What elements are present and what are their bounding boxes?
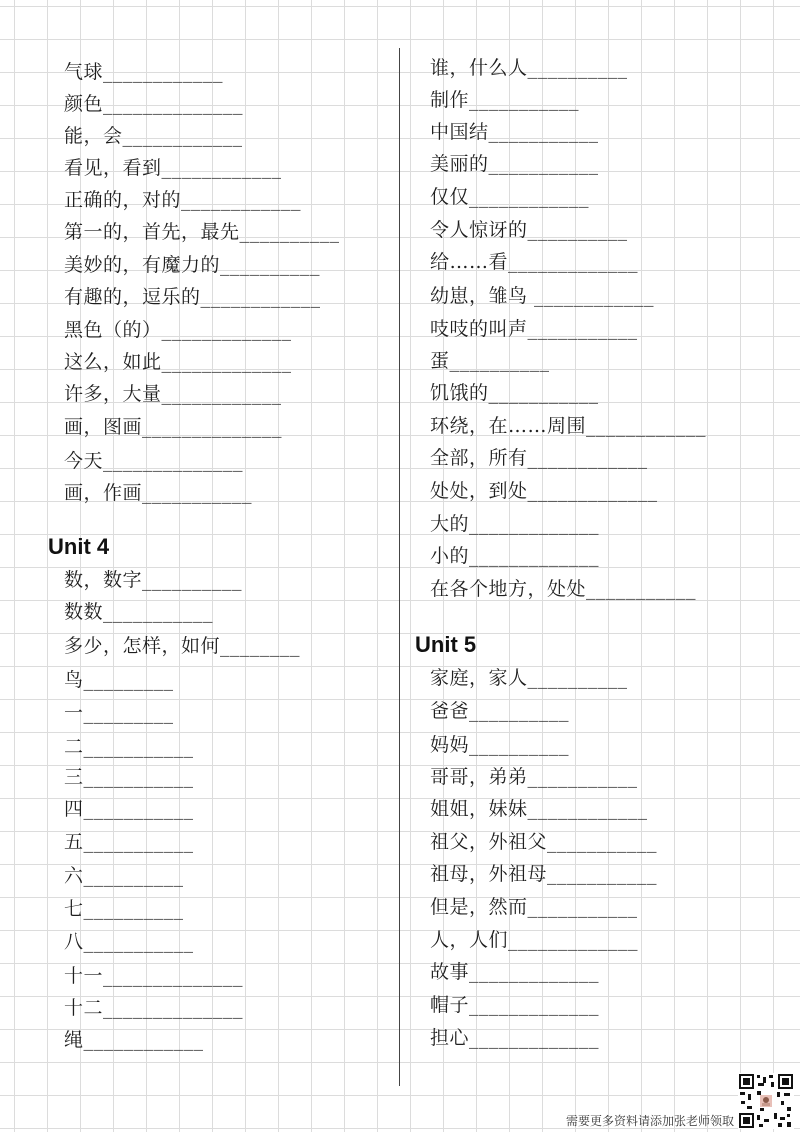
vocab-item: 许多，大量____________ xyxy=(64,383,282,405)
vocab-item: 哥哥，弟弟___________ xyxy=(430,766,638,788)
vocab-item: 六__________ xyxy=(64,865,184,887)
vocab-item: 姐姐，妹妹____________ xyxy=(430,798,648,820)
vocab-item: 七__________ xyxy=(64,898,184,920)
vocab-item: 鸟_________ xyxy=(64,669,174,691)
vocab-item: 十二______________ xyxy=(64,997,244,1019)
vocab-item: 三___________ xyxy=(64,766,194,788)
vocab-item: 祖父，外祖父___________ xyxy=(430,831,658,853)
vocab-item: 看见，看到____________ xyxy=(64,157,282,179)
vocab-item: 八___________ xyxy=(64,931,194,953)
vocab-item: 全部，所有____________ xyxy=(430,447,648,469)
vocab-item: 这么，如此_____________ xyxy=(64,351,292,373)
vocab-item: 人，人们_____________ xyxy=(430,929,639,951)
vocab-item: 祖母，外祖母___________ xyxy=(430,863,658,885)
vocab-item: 能，会____________ xyxy=(64,125,243,147)
vocab-item: 画，图画______________ xyxy=(64,416,283,438)
vocab-item: 吱吱的叫声___________ xyxy=(430,318,638,340)
vocab-item: 担心_____________ xyxy=(430,1027,600,1049)
vocab-item: 给……看_____________ xyxy=(430,251,639,273)
vocab-item: 谁，什么人__________ xyxy=(430,57,628,79)
vocab-item: 幼崽，雏鸟 ____________ xyxy=(430,285,655,307)
vocab-item: 今天______________ xyxy=(64,450,244,472)
vocab-item: 美丽的___________ xyxy=(430,153,599,175)
footer-note: 需要更多资料请添加张老师领取 xyxy=(566,1114,735,1128)
vocab-item: 妈妈__________ xyxy=(430,734,570,756)
vocab-item: 画，作画___________ xyxy=(64,482,253,504)
vocab-item: 处处，到处_____________ xyxy=(430,480,658,502)
vocab-item: 美妙的，有魔力的__________ xyxy=(64,254,321,276)
vocab-item: 饥饿的___________ xyxy=(430,382,599,404)
vocab-item: 二___________ xyxy=(64,736,194,758)
vocab-item: 数数___________ xyxy=(64,601,214,623)
vocab-item: 正确的，对的____________ xyxy=(64,189,302,211)
vocab-item: 故事_____________ xyxy=(430,961,600,983)
vocab-item: 大的_____________ xyxy=(430,513,600,535)
vocab-item: 第一的，首先，最先__________ xyxy=(64,221,340,243)
vocab-item: 十一______________ xyxy=(64,965,244,987)
vocab-item: 一_________ xyxy=(64,702,174,724)
vocab-item: 环绕，在……周围____________ xyxy=(430,415,707,437)
vocab-item: 颜色______________ xyxy=(64,93,244,115)
vocab-item: 但是，然而___________ xyxy=(430,896,638,918)
vocab-item: 帽子_____________ xyxy=(430,994,600,1016)
vocab-item: 四___________ xyxy=(64,798,194,820)
vocab-item: 爸爸__________ xyxy=(430,700,570,722)
vocab-item: 有趣的，逗乐的____________ xyxy=(64,286,321,308)
unit-heading: Unit 5 xyxy=(415,632,477,657)
vocab-item: 在各个地方，处处___________ xyxy=(430,578,697,600)
vocab-item: 绳____________ xyxy=(64,1029,204,1051)
vocab-item: 多少，怎样，如何________ xyxy=(64,635,301,657)
vocab-item: 令人惊讶的__________ xyxy=(430,219,628,241)
vocab-item: 制作___________ xyxy=(430,89,580,111)
vocab-item: 气球____________ xyxy=(64,61,224,83)
unit-heading: Unit 4 xyxy=(48,534,110,559)
qr-code-icon xyxy=(738,1073,794,1129)
vocab-item: 家庭，家人__________ xyxy=(430,667,628,689)
column-divider xyxy=(399,48,400,1086)
vocab-item: 数，数字__________ xyxy=(64,569,243,591)
vocab-item: 黑色（的）_____________ xyxy=(64,319,292,341)
vocab-item: 五___________ xyxy=(64,831,194,853)
vocab-item: 仅仅____________ xyxy=(430,186,590,208)
vocab-item: 中国结___________ xyxy=(430,121,599,143)
vocab-item: 蛋__________ xyxy=(430,350,550,372)
vocab-item: 小的_____________ xyxy=(430,545,600,567)
